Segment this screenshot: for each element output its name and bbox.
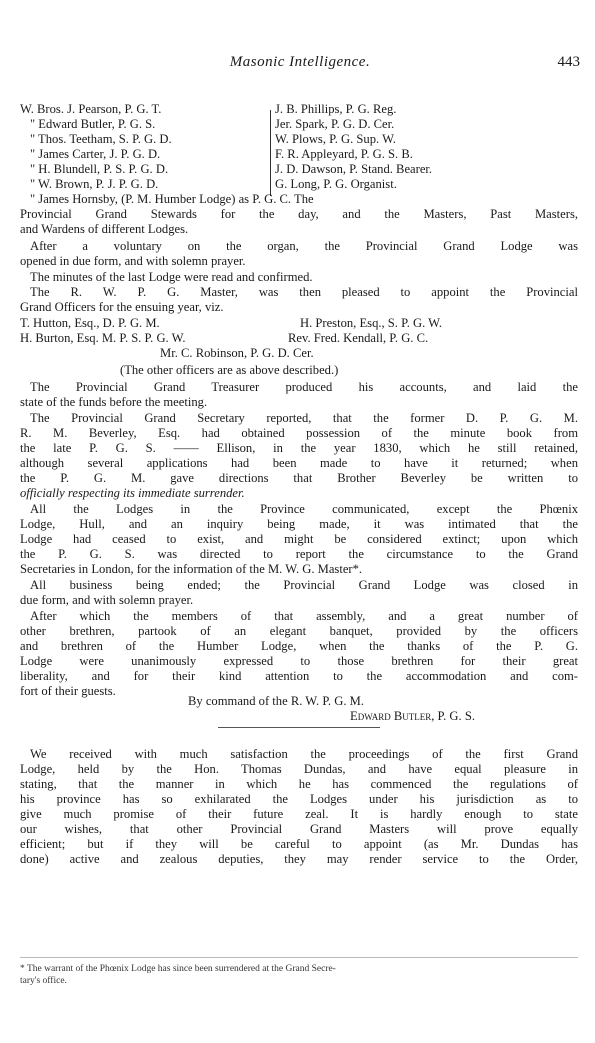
note-above-described: (The other officers are as above described.) xyxy=(120,363,339,377)
footnote-line: tary's office. xyxy=(20,976,67,986)
text-line: done) active and zealous deputies, they may render service to the Order, xyxy=(20,852,578,866)
text-line: The minutes of the last Lodge were read and confirmed. xyxy=(30,270,313,284)
text-line: We received with much satisfaction the proceedings of the first Grand xyxy=(30,747,578,761)
text-line: The R. W. P. G. Master, was then pleased to appoint the Provincial xyxy=(30,285,578,299)
text-line: Lodge, held by the Hon. Thomas Dundas, and have equal pleasure in xyxy=(20,762,578,776)
officer-right: J. D. Dawson, P. Stand. Bearer. xyxy=(275,162,433,176)
text-line: After a voluntary on the organ, the Provincial Grand Lodge was xyxy=(30,239,578,253)
page-number: 443 xyxy=(557,54,580,70)
appointee: T. Hutton, Esq., D. P. G. M. xyxy=(20,316,160,330)
text-line: opened in due form, and with solemn prayer. xyxy=(20,254,246,268)
signature: Edward Butler, P. G. S. xyxy=(350,709,475,723)
text-line: efficient; but if they will be careful to appoint (as Mr. Dundas has xyxy=(20,837,578,851)
text-line: fort of their guests. xyxy=(20,684,116,698)
officer-left: " James Carter, J. P. G. D. xyxy=(30,147,161,161)
text-line: Lodge, Hull, and an inquiry being made, it was intimated that the xyxy=(20,517,578,531)
appointee: Mr. C. Robinson, P. G. D. Cer. xyxy=(160,346,314,360)
text-line: All business being ended; the Provincial Grand Lodge was closed in xyxy=(30,578,578,592)
text-line: give much promise of their future zeal. It is hardly enough to state xyxy=(20,807,578,821)
officer-left: " Edward Butler, P. G. S. xyxy=(30,117,156,131)
officer-left: " W. Brown, P. J. P. G. D. xyxy=(30,177,159,191)
text-line: " James Hornsby, (P. M. Humber Lodge) as P. G. C. The xyxy=(30,192,314,206)
running-title: Masonic Intelligence. xyxy=(229,54,371,70)
officer-left: W. Bros. J. Pearson, P. G. T. xyxy=(20,102,162,116)
text-line: state of the funds before the meeting. xyxy=(20,395,208,409)
text-line: Secretaries in London, for the information of the M. W. G. Master*. xyxy=(20,562,363,576)
command-line: By command of the R. W. P. G. M. xyxy=(188,694,364,708)
officer-left: " H. Blundell, P. S. P. G. D. xyxy=(30,162,169,176)
text-line: Provincial Grand Stewards for the day, and the Masters, Past Masters, xyxy=(20,207,578,221)
appointee: H. Preston, Esq., S. P. G. W. xyxy=(300,316,443,330)
officer-right: J. B. Phillips, P. G. Reg. xyxy=(275,102,397,116)
officer-left: " Thos. Teetham, S. P. G. D. xyxy=(30,132,172,146)
text-line: other brethren, partook of an elegant banquet, provided by the officers xyxy=(20,624,578,638)
text-line: although several applications had been made to have it returned; when xyxy=(20,456,578,470)
footnote-line: * The warrant of the Phœnix Lodge has since been surrendered at the Grand Secre- xyxy=(20,964,336,974)
text-line: stating, that the manner in which he has commenced the regulations of xyxy=(20,777,578,791)
appointee: Rev. Fred. Kendall, P. G. C. xyxy=(288,331,429,345)
text-line: the P. G. S. was directed to report the circumstance to the Grand xyxy=(20,547,578,561)
text-line: the late P. G. S. —— Ellison, in the year 1830, which he still retained, xyxy=(20,441,578,455)
text-line: After which the members of that assembly, and a great number of xyxy=(30,609,578,623)
text-line: his province has so exhilarated the Lodges under his jurisdiction as to xyxy=(20,792,578,806)
officer-right: G. Long, P. G. Organist. xyxy=(275,177,397,191)
officer-right: W. Plows, P. G. Sup. W. xyxy=(275,132,396,146)
text-line: Lodge had ceased to exist, and might be considered extinct; upon which xyxy=(20,532,578,546)
text-line: The Provincial Grand Treasurer produced his accounts, and laid the xyxy=(30,380,578,394)
page-header xyxy=(20,54,580,74)
text-line: Lodge were unanimously expressed to those brethren for their great xyxy=(20,654,578,668)
text-line: due form, and with solemn prayer. xyxy=(20,593,194,607)
footnote-rule xyxy=(20,957,578,958)
text-line: officially respecting its immediate surrender. xyxy=(20,486,245,500)
text-line: our wishes, that other Provincial Grand Masters will prove equally xyxy=(20,822,578,836)
text-line: R. M. Beverley, Esq. had obtained possession of the minute book from xyxy=(20,426,578,440)
text-line: and brethren of the Humber Lodge, when the thanks of the P. G. xyxy=(20,639,578,653)
column-divider xyxy=(270,110,271,196)
text-line: The Provincial Grand Secretary reported, that the former D. P. G. M. xyxy=(30,411,578,425)
text-line: liberality, and for their kind attention to the accommodation and com- xyxy=(20,669,578,683)
officer-right: Jer. Spark, P. G. D. Cer. xyxy=(275,117,395,131)
text-line: and Wardens of different Lodges. xyxy=(20,222,189,236)
text-line: All the Lodges in the Province communicated, except the Phœnix xyxy=(30,502,578,516)
text-line: the P. G. M. gave directions that Brother Beverley be written to xyxy=(20,471,578,485)
appointee: H. Burton, Esq. M. P. S. P. G. W. xyxy=(20,331,186,345)
text-line: Grand Officers for the ensuing year, viz. xyxy=(20,300,224,314)
officer-right: F. R. Appleyard, P. G. S. B. xyxy=(275,147,413,161)
section-divider xyxy=(218,727,380,728)
